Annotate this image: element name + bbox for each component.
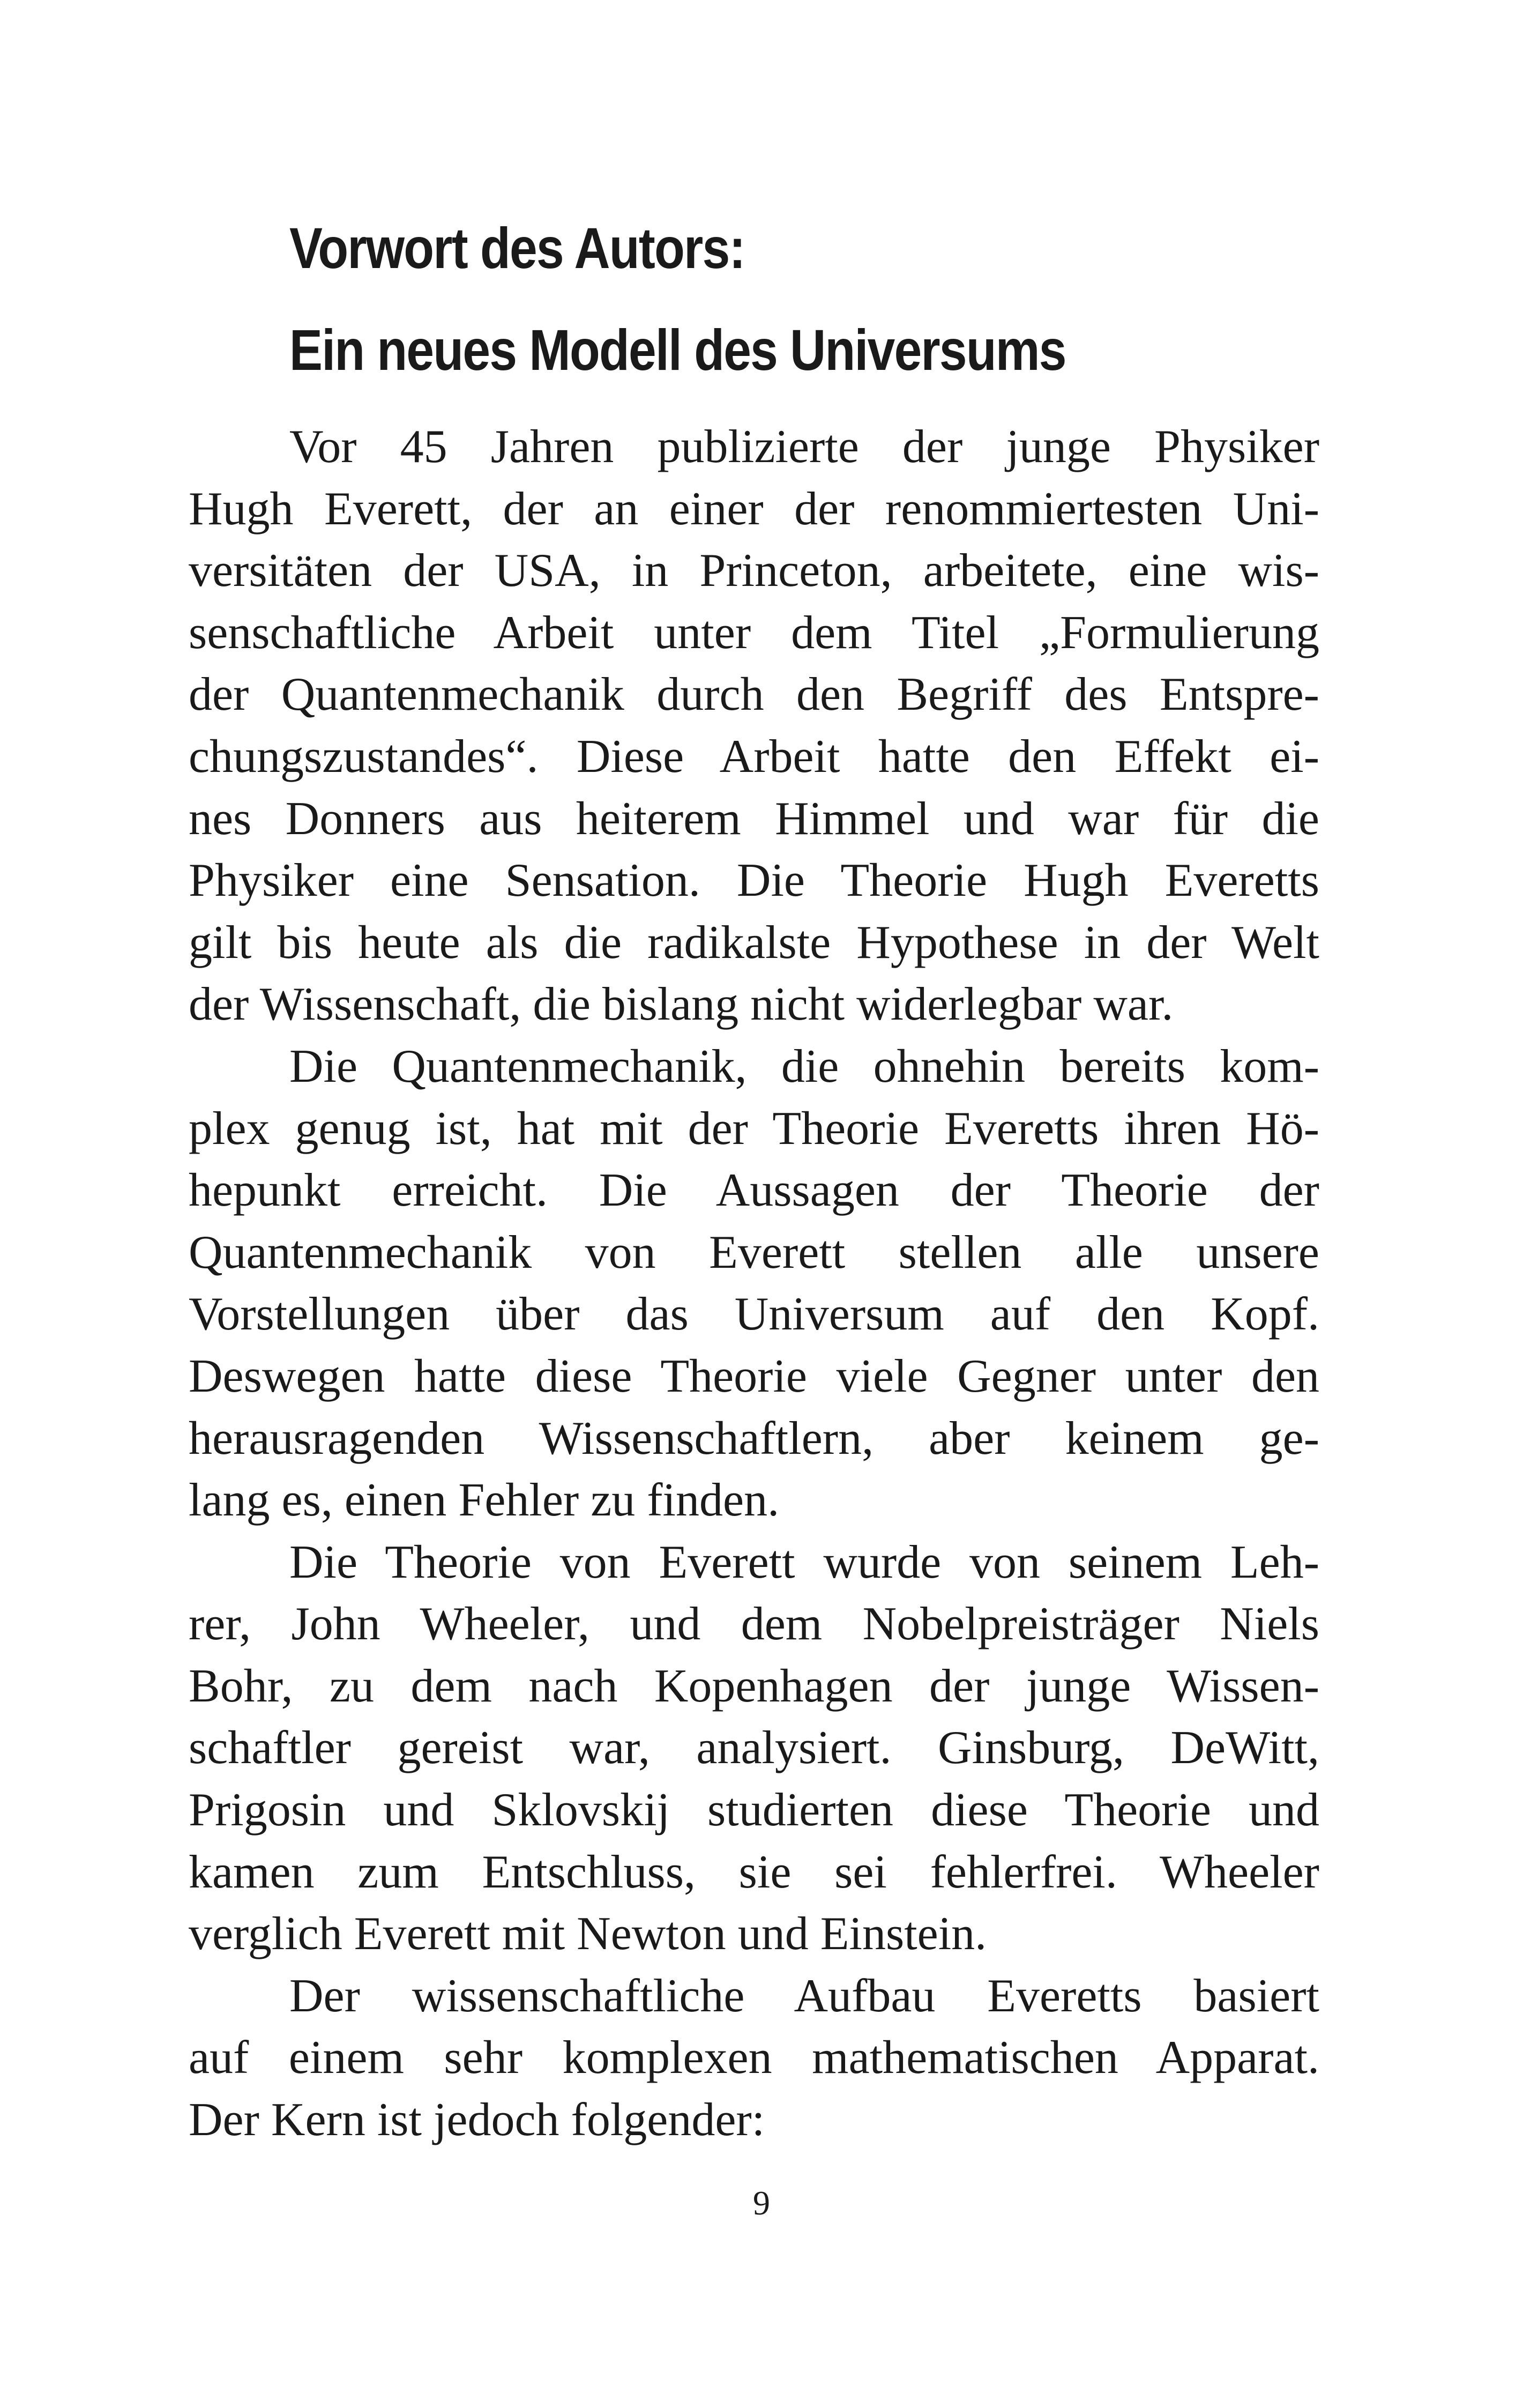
text-line: Quantenmechanik von Everett stellen alle unsere bbox=[189, 1226, 1319, 1279]
text-line: Der wissenschaftliche Aufbau Everetts basiert bbox=[289, 1969, 1319, 2022]
text-line: lang es, einen Fehler zu finden. bbox=[189, 1474, 780, 1527]
text-line: auf einem sehr komplexen mathematischen Apparat. bbox=[189, 2032, 1319, 2084]
paragraph bbox=[189, 416, 1319, 1036]
paragraph bbox=[189, 1965, 1319, 2151]
text-line: Die Theorie von Everett wurde von seinem Leh- bbox=[289, 1536, 1319, 1588]
text-line: Hugh Everett, der an einer der renommiertesten Uni- bbox=[189, 482, 1319, 535]
paragraph bbox=[189, 1532, 1319, 1965]
text-line: versitäten der USA, in Princeton, arbeitete, eine wis- bbox=[189, 545, 1319, 597]
body-text bbox=[189, 416, 1319, 2151]
chapter-heading-line-2: Ein neues Modell des Universums bbox=[289, 317, 1066, 382]
chapter-heading-line-1: Vorwort des Autors: bbox=[289, 215, 745, 280]
text-line: schaftler gereist war, analysiert. Ginsburg, DeWitt, bbox=[189, 1722, 1319, 1774]
paragraph bbox=[189, 1036, 1319, 1532]
text-line: Die Quantenmechanik, die ohnehin bereits kom- bbox=[289, 1040, 1319, 1092]
text-line: Deswegen hatte diese Theorie viele Gegner unter den bbox=[189, 1350, 1319, 1402]
text-line: plex genug ist, hat mit der Theorie Everetts ihren Hö- bbox=[189, 1102, 1319, 1155]
text-line: Bohr, zu dem nach Kopenhagen der junge Wissen- bbox=[189, 1660, 1319, 1712]
text-line: senschaftliche Arbeit unter dem Titel „Formulierung bbox=[189, 606, 1319, 659]
text-line: Vorstellungen über das Universum auf den Kopf. bbox=[189, 1288, 1319, 1341]
text-line: der Quantenmechanik durch den Begriff des Entspre- bbox=[189, 668, 1319, 721]
text-line: Prigosin und Sklovskij studierten diese Theorie und bbox=[189, 1784, 1319, 1837]
text-line: rer, John Wheeler, und dem Nobelpreisträger Niels bbox=[189, 1598, 1319, 1651]
text-line: chungszustandes“. Diese Arbeit hatte den Effekt ei- bbox=[189, 730, 1319, 783]
text-line: Vor 45 Jahren publizierte der junge Physiker bbox=[289, 421, 1319, 473]
text-line: hepunkt erreicht. Die Aussagen der Theorie der bbox=[189, 1164, 1319, 1217]
chapter-heading bbox=[289, 197, 1257, 401]
text-line: verglich Everett mit Newton und Einstein. bbox=[189, 1908, 987, 1960]
page-number: 9 bbox=[753, 2184, 770, 2222]
text-line: der Wissenschaft, die bislang nicht widerlegbar war. bbox=[189, 978, 1174, 1031]
text-line: nes Donners aus heiterem Himmel und war für die bbox=[189, 792, 1319, 845]
text-line: herausragenden Wissenschaftlern, aber keinem ge- bbox=[189, 1412, 1319, 1465]
text-line: Der Kern ist jedoch folgender: bbox=[189, 2094, 765, 2146]
text-line: Physiker eine Sensation. Die Theorie Hugh Everetts bbox=[189, 854, 1319, 907]
text-line: gilt bis heute als die radikalste Hypothese in der Welt bbox=[189, 916, 1319, 969]
text-line: kamen zum Entschluss, sie sei fehlerfrei. Wheeler bbox=[189, 1846, 1319, 1898]
